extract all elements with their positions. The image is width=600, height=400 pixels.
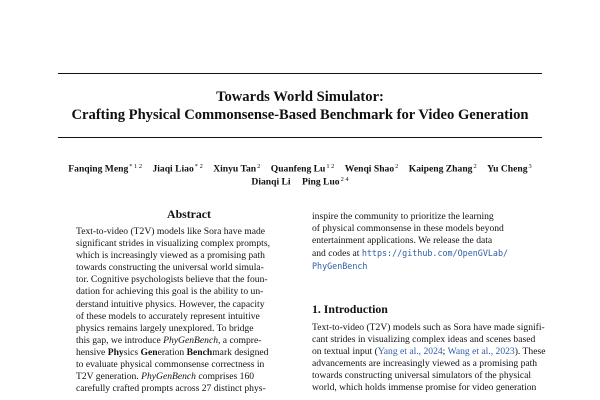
text-line: which is increasingly viewed as a promising path — [76, 250, 265, 262]
text-line: Text-to-video (T2V) models such as Sora have made signifi- — [312, 322, 545, 333]
citation-link[interactable]: Yang et al., 2024 — [377, 346, 443, 358]
text-line: towards constructing the universal world simula- — [76, 262, 264, 274]
introduction-heading: 1. Introduction — [312, 302, 388, 316]
top-rule — [58, 73, 542, 74]
text-line: dation for achieving this goal is the ability to un- — [76, 286, 264, 298]
text-line: this gap, we introduce PhyGenBench, a compre- — [76, 334, 262, 346]
text-line: advancements are increasingly viewed as a promising path — [312, 358, 538, 370]
text-line: world, which holds immense promise for video generation — [312, 382, 537, 394]
text-line: of physical commonsense in these models beyond — [312, 223, 504, 235]
text-line: entertainment applications. We release the data — [312, 235, 493, 247]
text-line: towards constructing universal simulators of the physical — [312, 370, 532, 382]
code-link[interactable]: https://github.com/OpenGVLab/ — [361, 248, 509, 259]
author: Jiaqi Liao$^{* 2}$ — [152, 163, 203, 175]
author: Kaipeng Zhang$^2$ — [408, 163, 477, 175]
text-line: T2V generation. PhyGenBench comprises 160 — [76, 371, 255, 383]
citation-link[interactable]: Wang et al., 2023 — [447, 346, 515, 358]
text-line — [312, 260, 558, 273]
text-line: to evaluate physical commonsense correctness in — [76, 359, 265, 371]
author: Fanqing Meng$^{* 1 2}$ — [68, 163, 143, 175]
text-line: and codes at https://github.com/OpenGVLab/ — [312, 248, 509, 260]
code-link-continued[interactable]: PhyGenBench — [312, 261, 368, 272]
author: Xinyu Tan$^2$ — [213, 163, 261, 175]
author: Dianqi Li — [251, 176, 291, 188]
text-line: Text-to-video (T2V) models like Sora have made — [76, 226, 266, 237]
text-line: inspire the community to prioritize the learning — [312, 211, 494, 222]
author: Ping Luo$^{2 4}$ — [302, 176, 349, 188]
author: Wenqi Shao$^2$ — [344, 163, 399, 175]
paper-title-line-2: Crafting Physical Commonsense-Based Benchmark for Video Generation — [71, 107, 529, 123]
text-line: carefully crafted prompts across 27 distinct phys- — [76, 383, 266, 395]
text-line: derstand intuitive physics. However, the capacity — [76, 298, 265, 310]
abstract-heading: Abstract — [167, 207, 211, 221]
paper-title-line-1: Towards World Simulator: — [216, 89, 384, 105]
author-list-row-2 — [40, 173, 560, 189]
introduction-body — [312, 322, 558, 395]
bottom-rule — [58, 137, 542, 138]
benchmark-name: PhyGenBench — [163, 334, 218, 346]
text-line: hensive Physics Generation Benchmark designed — [76, 346, 269, 358]
text-line: of these models to accurately represent intuitive — [76, 310, 260, 322]
text-line: significant strides in visualizing complex prompts, — [76, 238, 270, 250]
text-line: tor. Cognitive psychologists believe that the foun- — [76, 274, 268, 286]
abstract-body — [76, 226, 302, 395]
text-line: physics remains largely unexplored. To bridge — [76, 322, 254, 334]
text-line: cant strides in visualizing complex ideas and scenes based — [312, 334, 536, 346]
abstract-continuation — [312, 211, 558, 273]
text-line: on textual input (Yang et al., 2024; Wang et al., 2023). These — [312, 346, 546, 358]
author: Quanfeng $Lu^{1 2}$ — [270, 163, 335, 175]
benchmark-name: PhyGenBench — [141, 371, 196, 383]
author: Yu Cheng$^3$ — [487, 163, 532, 175]
